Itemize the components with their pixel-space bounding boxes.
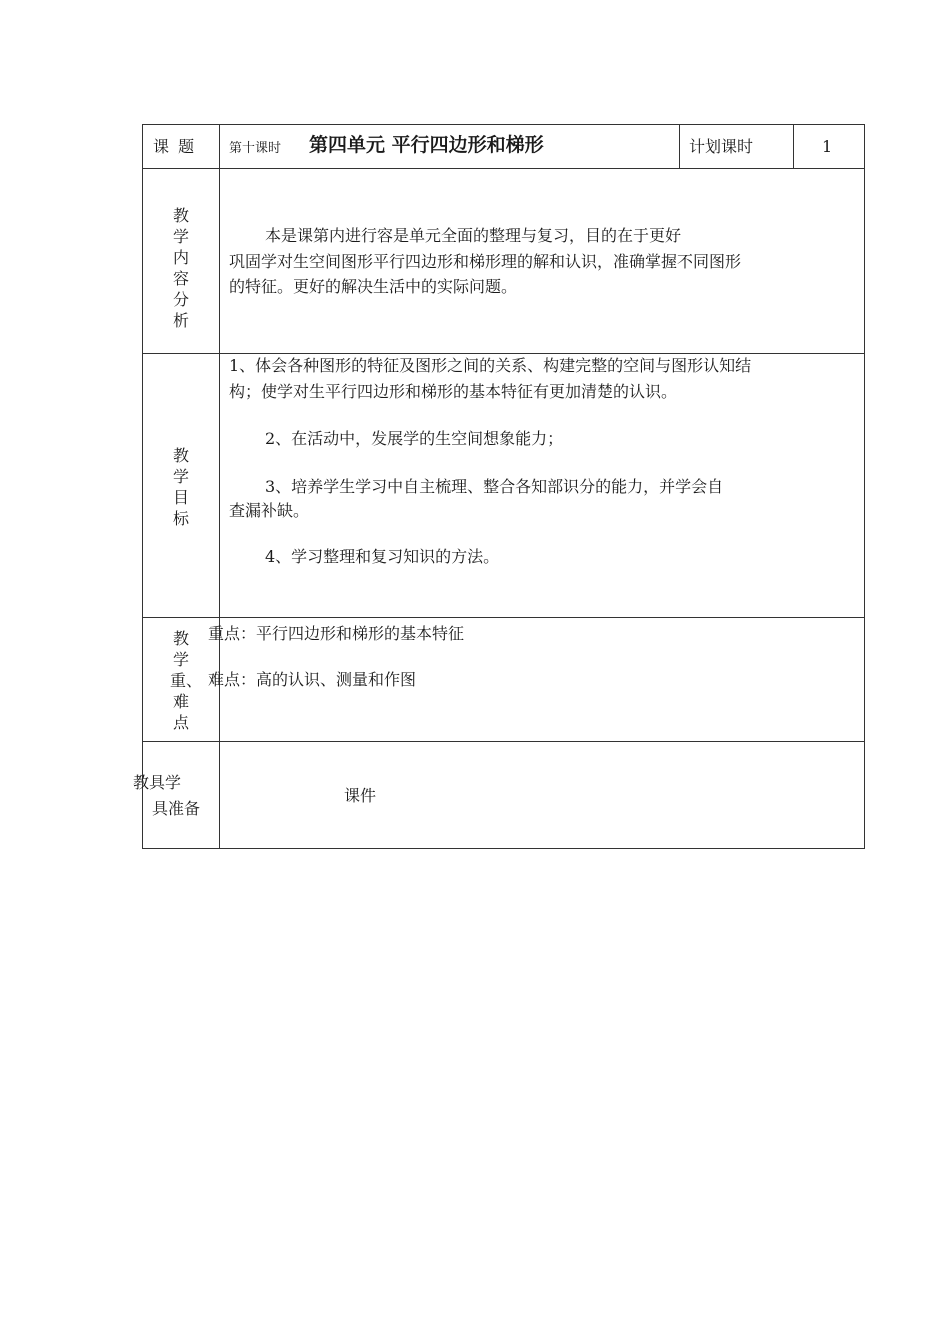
- objective-line-4: 3、培养学生学习中自主梳理、整合各知部识分的能力，并学会自: [265, 477, 724, 496]
- header-divider-hours-label: [679, 124, 680, 168]
- content-analysis-line-1: 本是课第内进行容是单元全面的整理与复习，目的在于更好: [265, 226, 682, 245]
- table-border-right: [864, 124, 865, 849]
- label-column-divider: [219, 124, 220, 849]
- table-border-top: [142, 124, 865, 125]
- row-divider-4: [142, 741, 865, 742]
- content-analysis-line-3: 的特征。更好的解决生活中的实际问题。: [229, 277, 518, 296]
- difficult-point: 难点：高的认识、测量和作图: [208, 670, 417, 689]
- table-border-bottom: [142, 848, 865, 849]
- key-point: 重点：平行四边形和梯形的基本特征: [208, 624, 465, 643]
- row-divider-1: [142, 168, 865, 169]
- materials-label-line-1: 教具学: [133, 773, 182, 792]
- key-points-label: 教学重、难点: [170, 629, 203, 732]
- objectives-label: 教学目标: [172, 446, 189, 528]
- planned-hours-label: 计划课时: [689, 137, 754, 156]
- header-divider-hours-value: [793, 124, 794, 168]
- materials-label-line-2: 具准备: [152, 799, 201, 818]
- planned-hours-value: 1: [822, 137, 833, 156]
- objective-line-3: 2、在活动中，发展学的生空间想象能力；: [265, 429, 564, 448]
- objective-line-6: 4、学习整理和复习知识的方法。: [265, 547, 500, 566]
- materials-value: 课件: [344, 786, 377, 805]
- topic-label: 课 题: [153, 137, 197, 156]
- row-divider-2: [142, 353, 865, 354]
- lesson-number: 第十课时: [229, 141, 282, 156]
- content-analysis-line-2: 巩固学对生空间图形平行四边形和梯形理的解和认识，准确掌握不同图形: [229, 252, 742, 271]
- lesson-title: 第四单元 平行四边形和梯形: [309, 134, 544, 156]
- objective-line-1: 1、体会各种图形的特征及图形之间的关系、构建完整的空间与图形认知结: [229, 356, 752, 375]
- objective-line-5: 查漏补缺。: [229, 501, 310, 520]
- row-divider-3: [142, 617, 865, 618]
- content-analysis-label: 教学内容分析: [172, 206, 189, 330]
- objective-line-2: 构；使学对生平行四边形和梯形的基本特征有更加清楚的认识。: [229, 382, 678, 401]
- table-border-left: [142, 124, 143, 849]
